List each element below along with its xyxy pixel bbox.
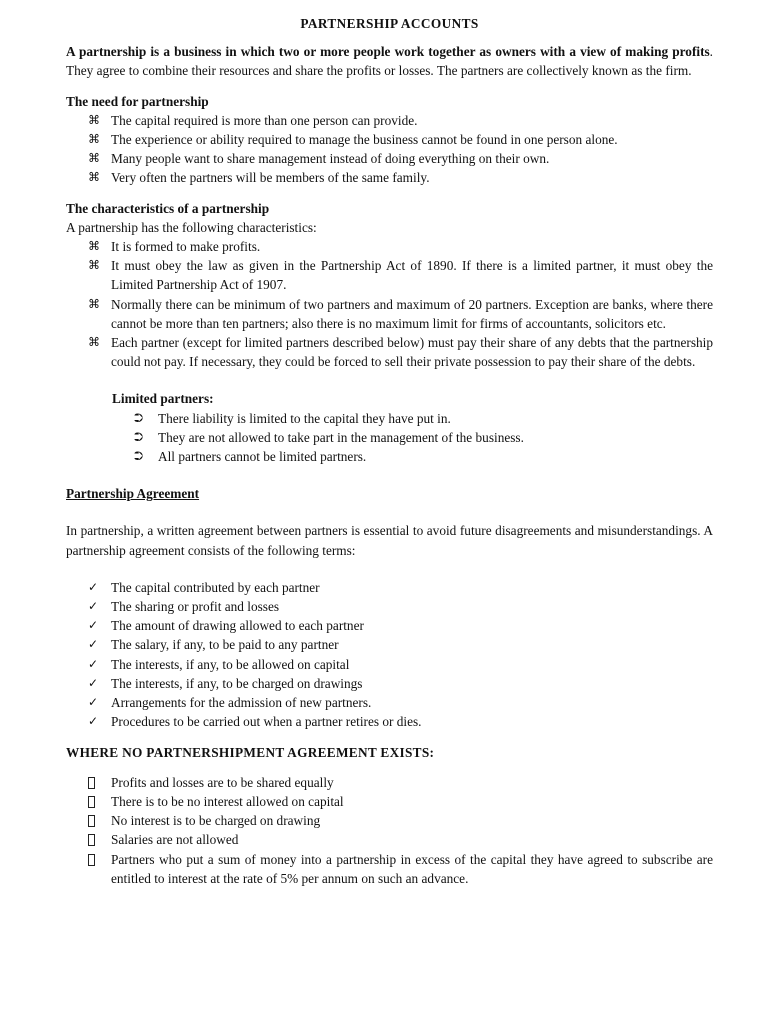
command-bullet-icon: ⌘ [88,335,100,350]
circle-arrow-bullet-icon: ⮊ [134,449,144,464]
agreement-intro: In partnership, a written agreement between partners is essential to avoid future disagreements and misunderstandings. A partnership agreement consists of the following terms: [66,523,713,558]
list-item: ✓ The interests, if any, to be charged on drawings [66,674,713,693]
list-item: ⌘ It is formed to make profits. [66,237,713,256]
list-item: Salaries are not allowed [66,830,713,849]
circle-arrow-bullet-icon: ⮊ [134,410,144,425]
command-bullet-icon: ⌘ [88,258,100,273]
checkmark-bullet-icon: ✓ [88,656,99,671]
list-item: ⌘ Many people want to share management instead of doing everything on their own. [66,149,713,168]
intro-paragraph [66,42,713,80]
list-item: ⌘ Very often the partners will be members of the same family. [66,168,713,187]
list-item: Partners who put a sum of money into a partnership in excess of the capital they have agreed to subscribe are entitled to interest at the rate of 5% per annum on such an advance. [66,850,713,888]
characteristics-list [66,237,713,371]
circle-arrow-bullet-icon: ⮊ [134,429,144,444]
checkmark-bullet-icon: ✓ [88,599,99,614]
checkmark-bullet-icon: ✓ [88,675,99,690]
box-bullet-icon [88,850,106,872]
checkmark-bullet-icon: ✓ [88,637,99,652]
list-item: ✓ Procedures to be carried out when a partner retires or dies. [66,712,713,731]
checkmark-bullet-icon: ✓ [88,618,99,633]
list-item: ⌘ Each partner (except for limited partners described below) must pay their share of any debts that the partnership could not pay. If necessary, they could be forced to sell their private possession to pay their share of the debts. [88,335,713,370]
command-bullet-icon: ⌘ [88,132,100,147]
checkmark-bullet-icon: ✓ [88,695,99,710]
limited-partners-list [66,409,713,467]
command-bullet-icon: ⌘ [88,112,100,127]
list-item: ✓ The capital contributed by each partner [66,578,713,597]
list-item: ⌘ The experience or ability required to manage the business cannot be found in one person alone. [66,130,713,149]
list-item: ⮊ All partners cannot be limited partners. [66,447,713,466]
list-item: ✓ Arrangements for the admission of new partners. [66,693,713,712]
command-bullet-icon: ⌘ [88,239,100,254]
list-item: ✓ The interests, if any, to be allowed on capital [66,655,713,674]
no-agreement-heading: WHERE NO PARTNERSHIPMENT AGREEMENT EXISTS: [66,744,435,760]
command-bullet-icon: ⌘ [88,151,100,166]
list-item: No interest is to be charged on drawing [66,811,713,830]
intro-rest-text: . They agree to combine their resources and share the profits or losses. The partners are collectively known as the firm. [66,44,713,79]
agreement-heading: Partnership Agreement [66,486,200,502]
list-item: Profits and losses are to be shared equally [66,773,713,792]
agreement-terms-list [66,578,713,732]
list-item: ⮊ They are not allowed to take part in the management of the business. [66,428,713,447]
limited-partners-heading: Limited partners: [112,391,214,407]
characteristics-intro: A partnership has the following characteristics: [66,219,317,235]
need-list [66,111,713,188]
intro-bold-text: A partnership is a business in which two or more people work together as owners with a view of making profits [66,44,710,60]
checkmark-bullet-icon: ✓ [88,714,99,729]
checkmark-bullet-icon: ✓ [88,579,99,594]
no-agreement-list [66,773,713,888]
list-item: ⌘ Normally there can be minimum of two partners and maximum of 20 partners. Exception are banks, where there cannot be more than ten partners; also there is no maximum limit for firms of accountants, solicitors etc. [88,296,713,331]
list-item: ⌘ The capital required is more than one person can provide. [66,111,713,130]
characteristics-heading: The characteristics of a partnership [66,200,270,216]
need-heading: The need for partnership [66,93,209,109]
command-bullet-icon: ⌘ [88,296,100,311]
list-item: ⌘ It must obey the law as given in the Partnership Act of 1890. If there is a limited partner, it must obey the Limited Partnership Act of 1907. [88,258,713,293]
list-item: ⮊ There liability is limited to the capital they have put in. [66,409,713,428]
list-item: ✓ The amount of drawing allowed to each partner [66,616,713,635]
page-title: PARTNERSHIP ACCOUNTS [300,16,479,31]
list-item: There is to be no interest allowed on capital [66,792,713,811]
list-item: ✓ The salary, if any, to be paid to any partner [66,635,713,654]
command-bullet-icon: ⌘ [88,170,100,185]
list-item: ✓ The sharing or profit and losses [66,597,713,616]
